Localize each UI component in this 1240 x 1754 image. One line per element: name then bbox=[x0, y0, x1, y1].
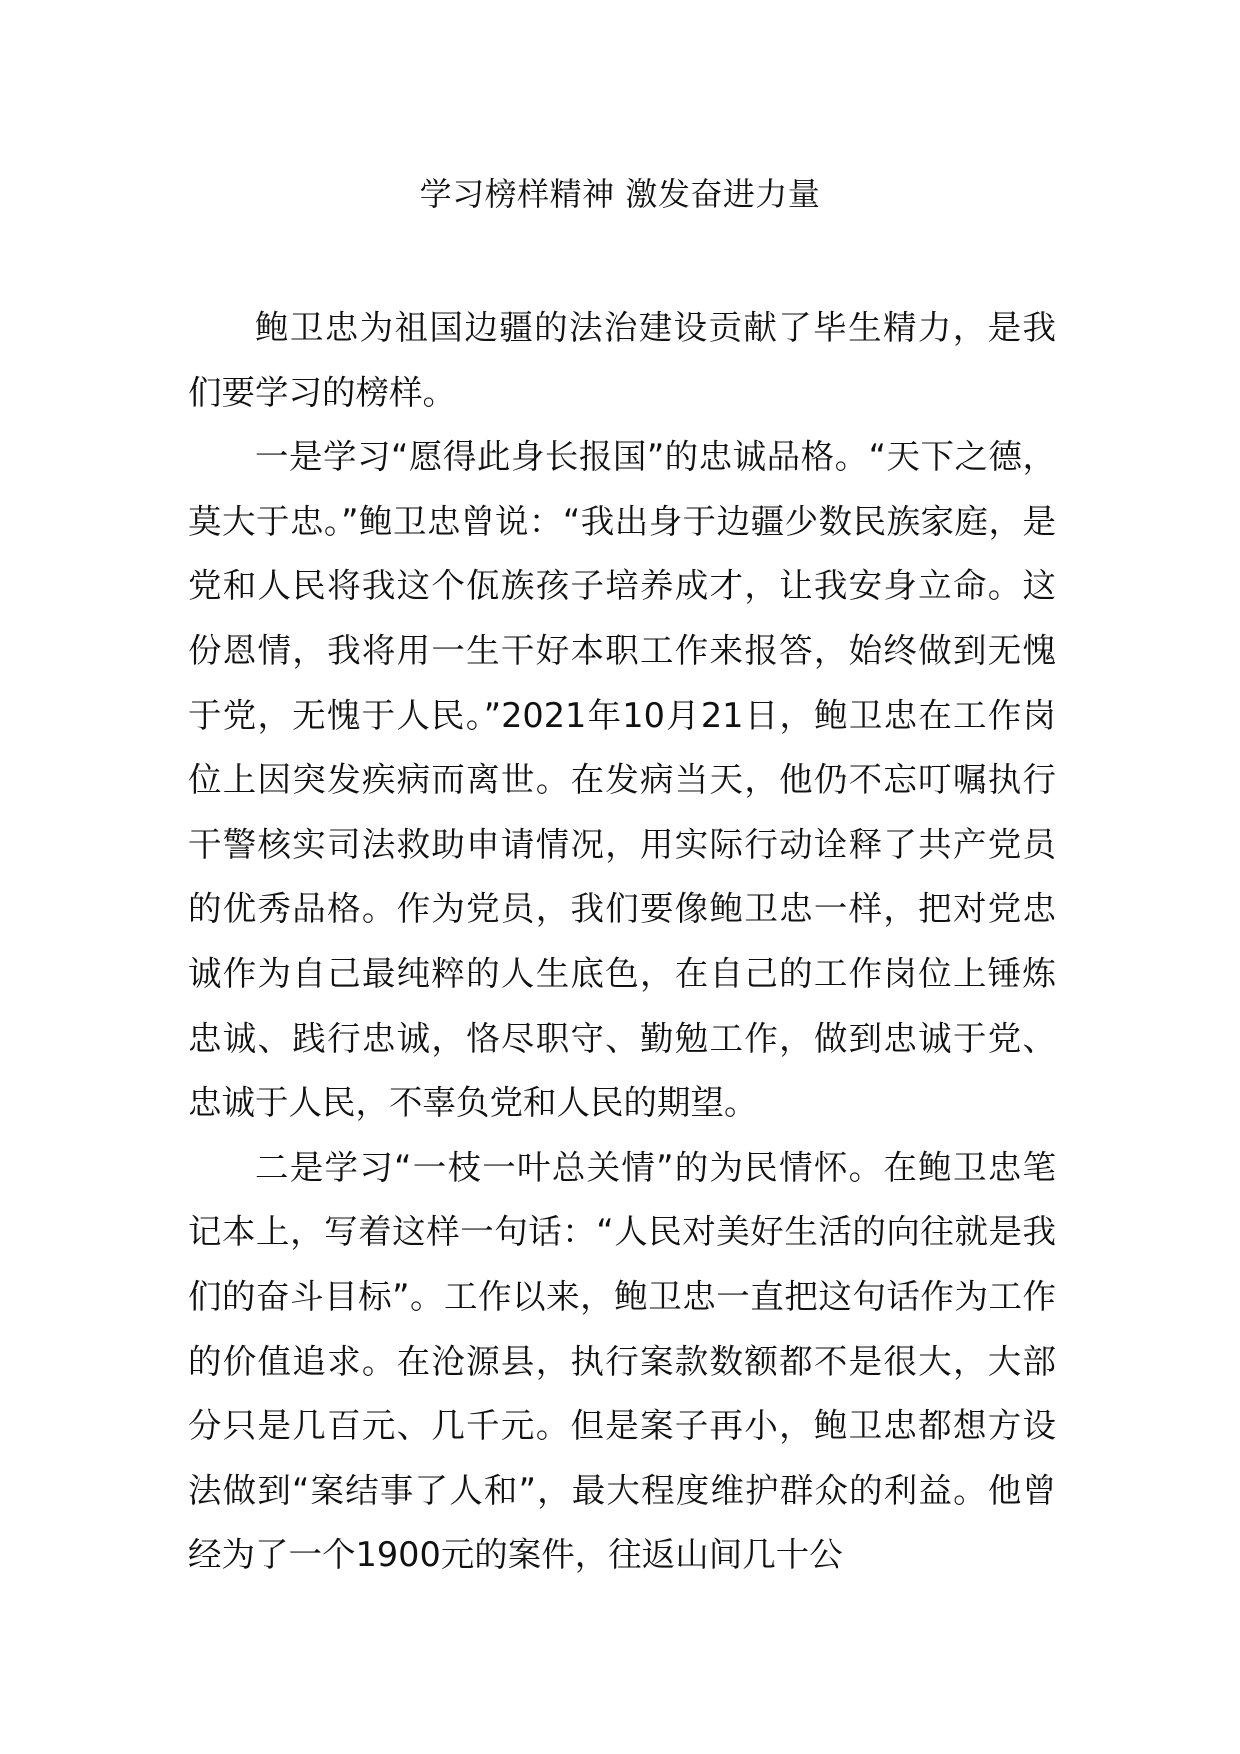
paragraph-loyalty: 一是学习“愿得此身长报国”的忠诚品格。“天下之德，莫大于忠。”鲍卫忠曾说：“我出身于边疆少数民族家庭，是党和人民将我这个佤族孩子培养成才，让我安身立命。这份恩情，我将用一生干好本职工作来报答，始终做到无愧于党，无愧于人民。”2021年10月21日，鲍卫忠在工作岗位上因突发疾病而离世。在发病当天，他仍不忘叮嘱执行干警核实司法救助申请情况，用实际行动诠释了共产党员的优秀品格。作为党员，我们要像鲍卫忠一样，把对党忠诚作为自己最纯粹的人生底色，在自己的工作岗位上锤炼忠诚、践行忠诚，恪尽职守、勤勉工作，做到忠诚于党、忠诚于人民，不辜负党和人民的期望。 bbox=[188, 437, 1056, 1123]
document-title: 学习榜样精神 激发奋进力量 bbox=[419, 175, 821, 213]
document-body bbox=[188, 296, 1056, 1588]
paragraph-people: 二是学习“一枝一叶总关情”的为民情怀。在鲍卫忠笔记本上，写着这样一句话：“人民对美好生活的向往就是我们的奋斗目标”。工作以来，鲍卫忠一直把这句话作为工作的价值追求。在沧源县，执行案款数额都不是很大，大部分只是几百元、几千元。但是案子再小，鲍卫忠都想方设法做到“案结事了人和”，最大程度维护群众的利益。他曾经为了一个1900元的案件，往返山间几十公 bbox=[188, 1147, 1056, 1575]
paragraph-intro: 鲍卫忠为祖国边疆的法治建设贡献了毕生精力，是我们要学习的榜样。 bbox=[188, 308, 1056, 412]
